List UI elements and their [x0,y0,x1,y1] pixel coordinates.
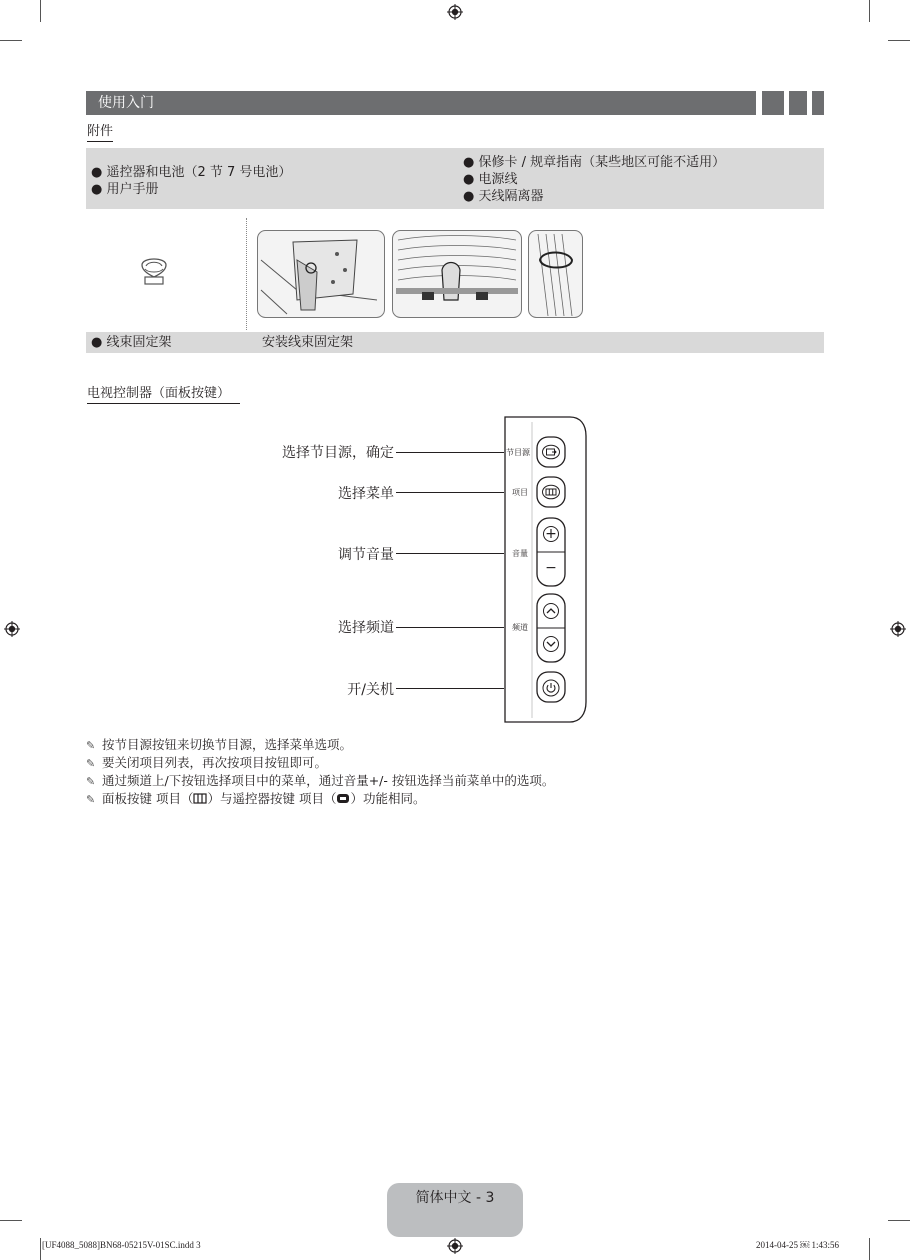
install-cable-holder-label: 安装线束固定架 [262,335,354,350]
install-step-1-image [257,230,385,318]
accessories-right-list [463,154,725,205]
plus-glyph: + [545,526,557,542]
list-item: ● 天线隔离器 [463,189,544,204]
panel-label-source: 节目源 [506,448,530,457]
crop-mark [888,40,910,41]
crop-mark [40,0,41,22]
accessories-heading: 附件 [87,124,113,142]
note-item: ✎ 要关闭项目列表，再次按项目按钮即可。 [86,755,328,770]
callout-line [396,627,504,628]
file-slug: [UF4088_5088]BN68-05215V-01SC.indd 3 [42,1240,201,1250]
install-step-2-image [392,230,522,318]
callout-volume: 调节音量 [338,547,394,563]
callout-line [396,688,504,689]
cable-holder-icon [136,255,172,287]
callout-line [396,452,504,453]
crop-mark [888,1220,910,1221]
chevron-up-icon [541,602,561,620]
note-item: ✎ 按节目源按钮来切换节目源，选择菜单选项。 [86,737,353,752]
crop-mark [869,1238,870,1260]
pencil-note-icon: ✎ [86,793,96,806]
install-step-3-image [528,230,583,318]
header-block [762,91,784,115]
crop-mark [869,0,870,22]
notes-list [86,736,554,808]
menu-icon [193,793,207,804]
crop-mark [0,1220,22,1221]
note-item: ✎ 通过频道上/下按钮选择项目中的菜单，通过音量+/- 按钮选择当前菜单中的选项。 [86,773,555,788]
date-slug: 2014-04-25 ￼ 1:43:56 [756,1240,839,1250]
note-item: ✎ 面板按键 项目（ ）与遥控器按键 项目（ ）功能相同。 [86,791,426,806]
registration-mark-icon [447,1238,463,1254]
list-item: ● 用户手册 [91,182,159,197]
list-item: ● 遥控器和电池（2 节 7 号电池） [91,165,292,180]
registration-mark-icon [447,4,463,20]
panel-heading: 电视控制器（面板按键） [87,386,240,404]
crop-mark [40,1238,41,1260]
cable-holder-caption-bar [86,332,824,353]
pencil-note-icon: ✎ [86,757,96,770]
menu-icon [541,484,561,500]
divider [246,218,247,330]
power-icon [541,678,561,698]
callout-source: 选择节目源，确定 [282,445,394,461]
panel-label-menu: 项目 [512,488,528,497]
page-number-tab: 简体中文 - 3 [387,1183,523,1237]
accessories-left-list [91,164,291,198]
panel-label-channel: 频道 [512,623,528,632]
cable-holder-label: ● 线束固定架 [91,335,172,350]
crop-mark [0,40,22,41]
callout-channel: 选择频道 [338,620,394,636]
registration-mark-icon [890,621,906,637]
list-item: ● 电源线 [463,172,518,187]
pencil-note-icon: ✎ [86,739,96,752]
header-block [789,91,807,115]
registration-mark-icon [4,621,20,637]
callout-menu: 选择菜单 [338,486,394,502]
remote-menu-icon [336,793,350,804]
panel-label-volume: 音量 [512,549,528,558]
section-title-bar: 使用入门 [86,91,756,115]
callout-line [396,492,504,493]
pencil-note-icon: ✎ [86,775,96,788]
callout-power: 开/关机 [347,682,394,698]
list-item: ● 保修卡 / 规章指南（某些地区可能不适用） [463,155,726,170]
minus-icon: − [545,560,557,576]
header-block [812,91,824,115]
source-icon [541,444,561,460]
chevron-down-icon [541,635,561,653]
callout-line [396,553,504,554]
